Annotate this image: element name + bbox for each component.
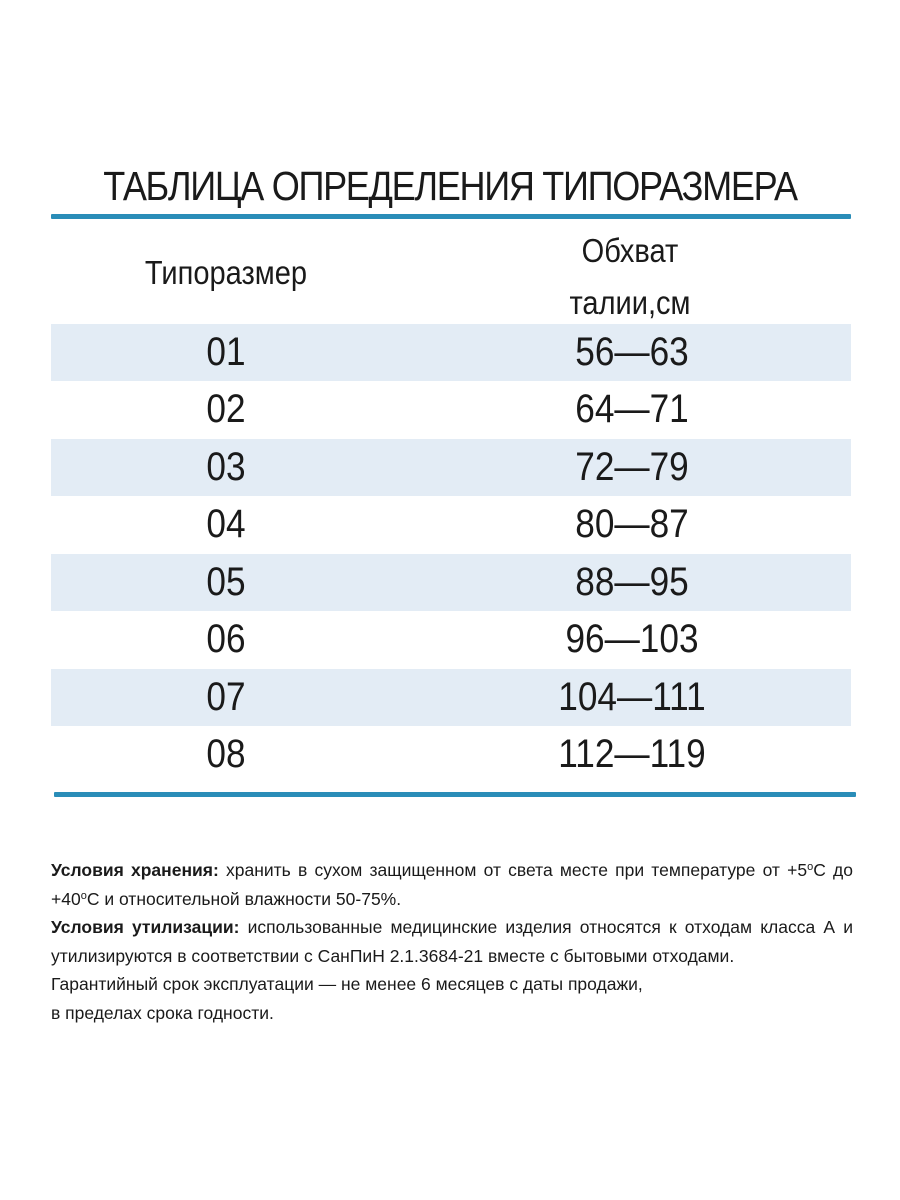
storage-text-3: С и относительной влажности 50-75%.: [86, 888, 402, 909]
degree-symbol: о: [807, 861, 814, 873]
page-title: ТАБЛИЦА ОПРЕДЕЛЕНИЯ ТИПОРАЗМЕРА: [103, 163, 797, 209]
table-row: [51, 611, 851, 668]
size-cell: 01: [206, 330, 246, 374]
product-notes: [51, 856, 853, 1027]
size-cell: 04: [206, 502, 246, 546]
storage-label: Условия хранения:: [51, 860, 219, 880]
waist-range-cell: 96—103: [565, 617, 699, 661]
size-cell: 07: [206, 675, 246, 719]
waist-range-cell: 80—87: [575, 502, 689, 546]
column-header-waist-line2: талии,см: [569, 284, 691, 321]
table-row: [51, 439, 851, 496]
storage-conditions: [51, 856, 853, 913]
header-divider-top: [51, 214, 851, 219]
table-row: [51, 554, 851, 611]
table-row: [51, 324, 851, 381]
table-row: [51, 669, 851, 726]
disposal-text: использованные медицинские изделия относятся к отходам класса А и утилизируются в соответствии с СанПиН 2.1.3684-21 вместе с бытовыми отходами.: [51, 917, 853, 966]
column-header-waist-line1: Обхват: [581, 232, 679, 269]
storage-text-2: С до +40: [51, 860, 853, 909]
disposal-label: Условия утилизации:: [51, 917, 240, 937]
table-row: [51, 726, 851, 783]
waist-range-cell: 56—63: [575, 330, 689, 374]
column-header-size: Типоразмер: [144, 254, 308, 291]
table-divider-bottom: [54, 792, 856, 797]
degree-symbol: о: [80, 889, 87, 902]
disposal-conditions: [51, 913, 853, 970]
storage-text-1: хранить в сухом защищенном от света месте при температуре от +5: [218, 860, 808, 880]
waist-range-cell: 104—111: [558, 675, 706, 719]
warranty-line-1: Гарантийный срок эксплуатации — не менее 6 месяцев с даты продажи,: [51, 974, 643, 994]
waist-range-cell: 64—71: [575, 387, 689, 431]
size-cell: 08: [206, 732, 246, 776]
table-row: [51, 381, 851, 438]
waist-range-cell: 112—119: [558, 732, 706, 776]
table-row: [51, 496, 851, 553]
size-cell: 02: [206, 387, 246, 431]
size-cell: 03: [206, 445, 246, 489]
size-cell: 05: [206, 560, 246, 604]
size-cell: 06: [206, 617, 246, 661]
waist-range-cell: 72—79: [575, 445, 689, 489]
warranty-line-2: в пределах срока годности.: [51, 1002, 274, 1023]
waist-range-cell: 88—95: [575, 560, 689, 604]
